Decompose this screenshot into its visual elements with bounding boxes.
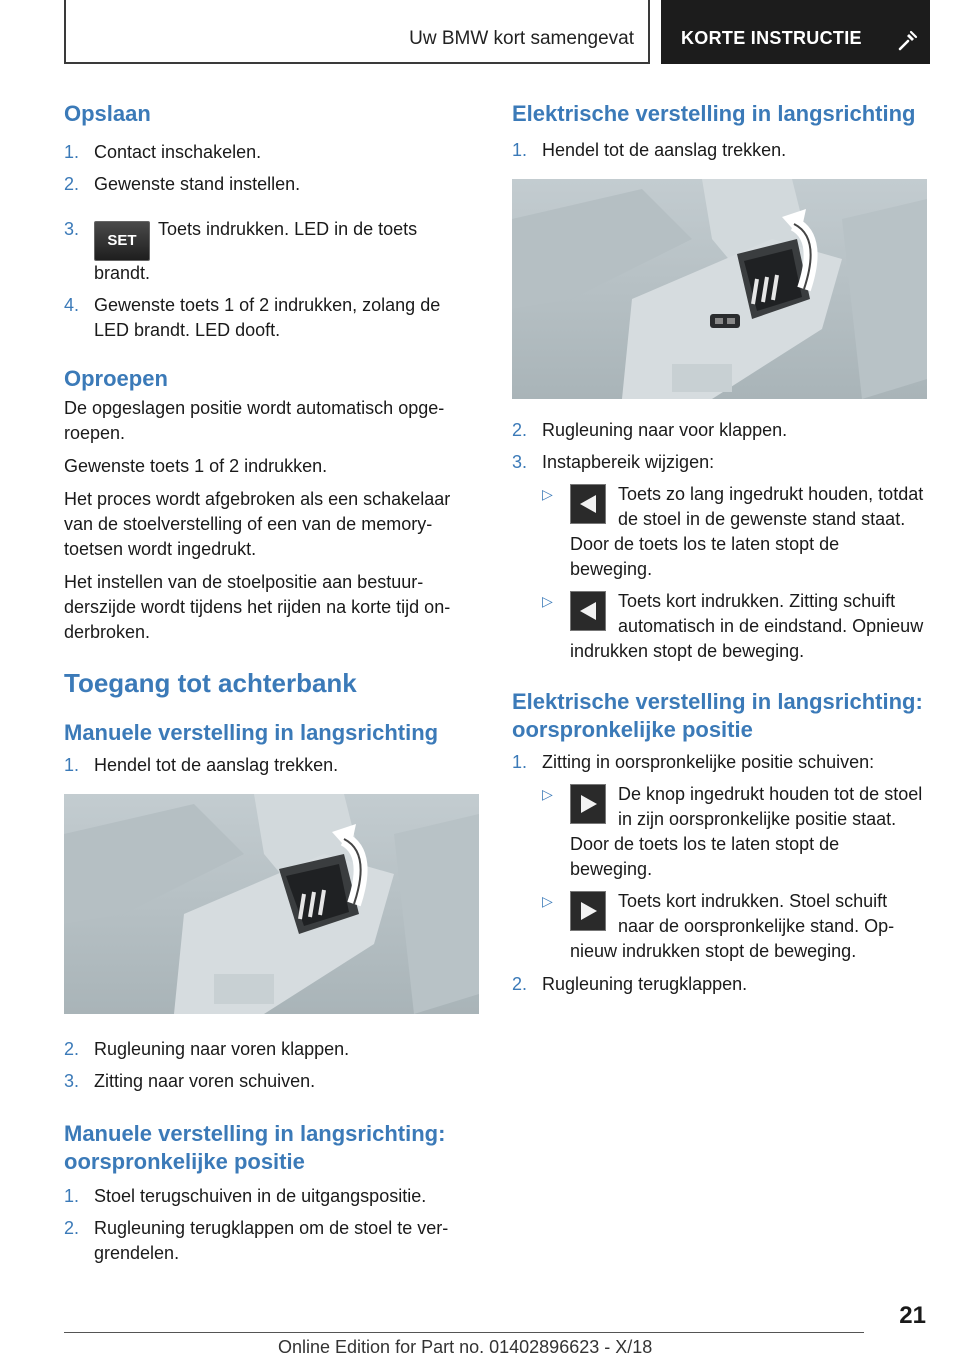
heading-manuele: Manuele verstelling in langsrichting [64,720,439,745]
arrow-right-button-icon [570,891,606,931]
list-item: 1. Contact inschakelen. [64,142,262,162]
sub-list-item: ▷ Toets zo lang ingedrukt houden, totdat de stoel in de gewenste stand staat. Door de toets los te laten stopt de beweging. [542,484,924,579]
heading-opslaan: Opslaan [64,101,151,126]
bullet-triangle-icon: ▷ [542,486,553,502]
list-item: 2. Gewenste stand instellen. [64,174,301,194]
paragraph: Het proces wordt afgebroken als een schakelaar van de stoelverstelling of een van de memorytoetsen wordt ingedrukt. [64,489,451,559]
arrow-left-button-icon [570,484,606,524]
bullet-triangle-icon: ▷ [542,786,553,802]
arrow-right-button-icon [570,784,606,824]
list-item: 1. Hendel tot de aanslag trekken. [512,140,787,160]
left-column [64,100,476,1266]
quick-reference-icon [897,29,919,51]
bullet-triangle-icon: ▷ [542,893,553,909]
chapter-title: Uw BMW kort samengevat [409,28,634,49]
heading-oproepen: Oproepen [64,366,168,391]
list-item: 1. Zitting in oorspronkelijke positie schuiven: [512,752,875,772]
heading-elektrisch-orig: Elektrische verstelling in langsrichting: oorspronkelijke positie [512,689,923,742]
list-item: 4. Gewenste toets 1 of 2 indrukken, zolang de LED brandt. LED dooft. [64,295,441,340]
sub-list-item: ▷ De knop ingedrukt houden tot de stoel in zijn oorspronkelijke positie staat. Door de toets los te laten stopt de beweging. [542,784,923,879]
list-item: 3. Instapbereik wijzigen: [512,452,715,472]
edition-footer: Online Edition for Part no. 01402896623 - X/18 [278,1337,653,1357]
lever-photo-electric [512,179,927,399]
footer-divider [64,1332,864,1333]
list-item: 3. Zitting naar voren schuiven. [64,1071,316,1091]
lever-photo [64,794,479,1014]
list-item: 1. Stoel terugschuiven in de uitgangspositie. [64,1186,427,1206]
page-header [0,0,960,66]
heading-elektrisch: Elektrische verstelling in langsrichting [512,101,916,126]
right-column [512,100,924,997]
section-title: KORTE INSTRUCTIE [681,28,862,48]
list-item: 1. Hendel tot de aanslag trekken. [64,755,339,775]
page-number: 21 [899,1302,926,1329]
section-box [661,0,930,64]
paragraph: Gewenste toets 1 of 2 indrukken. [64,456,328,476]
heading-manuele-orig: Manuele verstelling in langsrichting: oorspronkelijke positie [64,1121,446,1174]
sub-list-item: ▷ Toets kort indrukken. Zitting schuift automatisch in de eindstand. Opnieuw indrukken stopt de beweging. [542,591,924,661]
list-item: 2. Rugleuning terugklappen om de stoel te vergrendelen. [64,1218,449,1263]
sub-list-item: ▷ Toets kort indrukken. Stoel schuift naar de oorspronkelijke stand. Opnieuw indrukken stopt de beweging. [542,891,895,961]
arrow-left-button-icon [570,591,606,631]
list-item: 2. Rugleuning naar voren klappen. [64,1039,350,1059]
chapter-box [64,0,650,64]
paragraph: Het instellen van de stoelpositie aan bestuurderszijde wordt tijdens het rijden na korte tijd onderbroken. [64,572,451,642]
set-key-icon: SET [94,221,150,261]
bullet-triangle-icon: ▷ [542,593,553,609]
list-item: 3. SETToets indrukken. LED in de toets brandt. [64,219,418,283]
list-item: 2. Rugleuning naar voor klappen. [512,420,788,440]
heading-toegang: Toegang tot achterbank [64,668,357,698]
paragraph: De opgeslagen positie wordt automatisch opgeroepen. [64,398,445,443]
list-item: 2. Rugleuning terugklappen. [512,974,748,994]
